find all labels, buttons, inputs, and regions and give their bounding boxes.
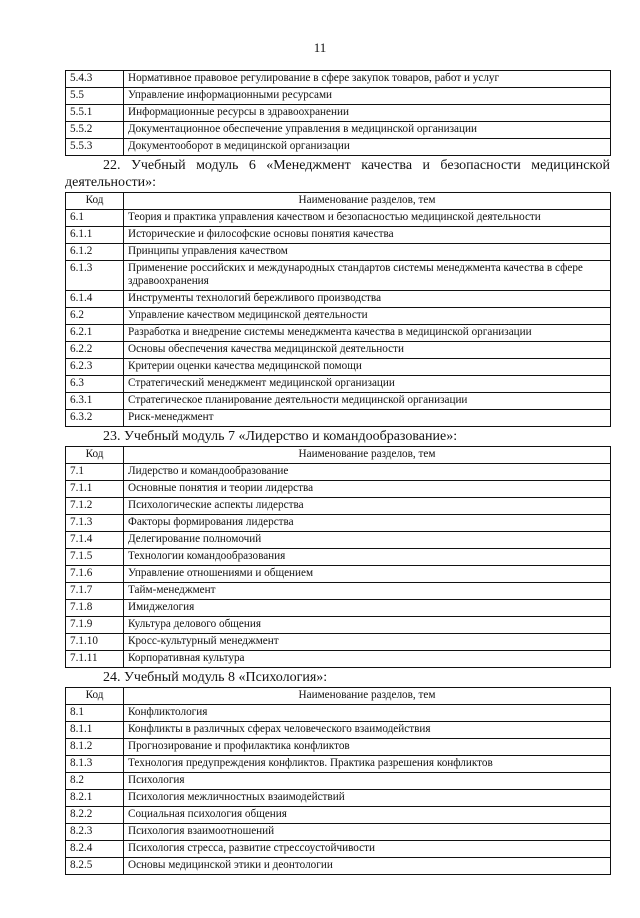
table-row — [66, 376, 611, 393]
row-code: 6.2 — [66, 308, 124, 325]
table-row — [66, 617, 611, 634]
table-header-row — [66, 688, 611, 705]
row-name: Документационное обеспечение управления в медицинской организации — [124, 122, 611, 139]
row-name: Применение российских и международных стандартов системы менеджмента качества в сфере здравоохранения — [124, 261, 611, 291]
document-body — [65, 70, 610, 875]
row-name: Лидерство и командообразование — [124, 464, 611, 481]
row-name: Психология взаимоотношений — [124, 824, 611, 841]
table-row — [66, 498, 611, 515]
table-row — [66, 824, 611, 841]
header-code: Код — [66, 447, 124, 464]
row-code: 7.1.5 — [66, 549, 124, 566]
table-row — [66, 325, 611, 342]
row-name: Основные понятия и теории лидерства — [124, 481, 611, 498]
table-row — [66, 88, 611, 105]
row-name: Теория и практика управления качеством и безопасностью медицинской деятельности — [124, 210, 611, 227]
row-code: 7.1.1 — [66, 481, 124, 498]
header-code: Код — [66, 193, 124, 210]
row-code: 6.3.2 — [66, 410, 124, 427]
row-code: 5.5.3 — [66, 139, 124, 156]
module8-heading: 24. Учебный модуль 8 «Психология»: — [103, 670, 328, 685]
row-name: Основы медицинской этики и деонтологии — [124, 858, 611, 875]
row-name: Управление информационными ресурсами — [124, 88, 611, 105]
table-row — [66, 722, 611, 739]
table-row — [66, 261, 611, 291]
row-code: 6.2.3 — [66, 359, 124, 376]
header-name: Наименование разделов, тем — [124, 447, 611, 464]
row-name: Документооборот в медицинской организации — [124, 139, 611, 156]
table-row — [66, 410, 611, 427]
header-name: Наименование разделов, тем — [124, 193, 611, 210]
row-code: 6.1.1 — [66, 227, 124, 244]
header-code: Код — [66, 688, 124, 705]
table-row — [66, 807, 611, 824]
row-code: 6.2.2 — [66, 342, 124, 359]
table-module8 — [65, 687, 611, 875]
row-code: 7.1.2 — [66, 498, 124, 515]
table-row — [66, 393, 611, 410]
row-code: 7.1.4 — [66, 532, 124, 549]
row-name: Критерии оценки качества медицинской помощи — [124, 359, 611, 376]
row-name: Стратегический менеджмент медицинской организации — [124, 376, 611, 393]
table-row — [66, 481, 611, 498]
row-name: Стратегическое планирование деятельности медицинской организации — [124, 393, 611, 410]
table-row — [66, 71, 611, 88]
table-row — [66, 583, 611, 600]
row-code: 8.2 — [66, 773, 124, 790]
table-row — [66, 773, 611, 790]
row-code: 7.1 — [66, 464, 124, 481]
table-top-continuation — [65, 70, 611, 156]
table-row — [66, 244, 611, 261]
row-name: Психология межличностных взаимодействий — [124, 790, 611, 807]
row-code: 6.2.1 — [66, 325, 124, 342]
table-row — [66, 308, 611, 325]
row-code: 8.2.1 — [66, 790, 124, 807]
table-row — [66, 515, 611, 532]
row-name: Кросс-культурный менеджмент — [124, 634, 611, 651]
row-code: 8.1.2 — [66, 739, 124, 756]
table-row — [66, 841, 611, 858]
row-name: Управление отношениями и общением — [124, 566, 611, 583]
row-name: Инструменты технологий бережливого производства — [124, 291, 611, 308]
row-name: Разработка и внедрение системы менеджмента качества в медицинской организации — [124, 325, 611, 342]
row-name: Психологические аспекты лидерства — [124, 498, 611, 515]
table-row — [66, 139, 611, 156]
row-name: Корпоративная культура — [124, 651, 611, 668]
row-code: 8.2.2 — [66, 807, 124, 824]
table-body — [66, 71, 611, 156]
row-name: Тайм-менеджмент — [124, 583, 611, 600]
table-row — [66, 566, 611, 583]
row-code: 7.1.7 — [66, 583, 124, 600]
row-code: 8.1 — [66, 705, 124, 722]
row-name: Психология стресса, развитие стрессоустойчивости — [124, 841, 611, 858]
row-name: Риск-менеджмент — [124, 410, 611, 427]
row-name: Управление качеством медицинской деятельности — [124, 308, 611, 325]
row-code: 6.1.2 — [66, 244, 124, 261]
table-module7 — [65, 446, 611, 668]
row-code: 6.3.1 — [66, 393, 124, 410]
table-header-row — [66, 193, 611, 210]
table-row — [66, 858, 611, 875]
table-row — [66, 739, 611, 756]
row-code: 8.2.4 — [66, 841, 124, 858]
row-code: 5.5.1 — [66, 105, 124, 122]
row-code: 7.1.10 — [66, 634, 124, 651]
row-name: Нормативное правовое регулирование в сфере закупок товаров, работ и услуг — [124, 71, 611, 88]
row-name: Принципы управления качеством — [124, 244, 611, 261]
row-code: 7.1.6 — [66, 566, 124, 583]
page-number: 11 — [313, 40, 327, 55]
row-name: Делегирование полномочий — [124, 532, 611, 549]
table-row — [66, 549, 611, 566]
module6-heading: 22. Учебный модуль 6 «Менеджмент качества и безопасности медицинской деятельности»: — [65, 158, 610, 190]
table-module6 — [65, 192, 611, 427]
row-code: 8.1.3 — [66, 756, 124, 773]
table-row — [66, 705, 611, 722]
table-row — [66, 651, 611, 668]
row-name: Факторы формирования лидерства — [124, 515, 611, 532]
header-name: Наименование разделов, тем — [124, 688, 611, 705]
table-body — [66, 464, 611, 668]
row-code: 7.1.11 — [66, 651, 124, 668]
table-row — [66, 105, 611, 122]
row-name: Конфликты в различных сферах человеческого взаимодействия — [124, 722, 611, 739]
table-header-row — [66, 447, 611, 464]
row-name: Имиджелогия — [124, 600, 611, 617]
table-body — [66, 705, 611, 875]
row-code: 6.1.3 — [66, 261, 124, 291]
row-name: Социальная психология общения — [124, 807, 611, 824]
table-row — [66, 600, 611, 617]
row-code: 7.1.8 — [66, 600, 124, 617]
row-name: Психология — [124, 773, 611, 790]
row-name: Прогнозирование и профилактика конфликтов — [124, 739, 611, 756]
row-code: 6.1.4 — [66, 291, 124, 308]
row-code: 7.1.9 — [66, 617, 124, 634]
row-code: 8.2.5 — [66, 858, 124, 875]
table-row — [66, 790, 611, 807]
table-row — [66, 122, 611, 139]
table-row — [66, 227, 611, 244]
row-code: 5.5.2 — [66, 122, 124, 139]
table-row — [66, 291, 611, 308]
table-body — [66, 210, 611, 427]
row-code: 6.1 — [66, 210, 124, 227]
row-code: 7.1.3 — [66, 515, 124, 532]
table-row — [66, 342, 611, 359]
row-name: Информационные ресурсы в здравоохранении — [124, 105, 611, 122]
table-row — [66, 532, 611, 549]
table-row — [66, 634, 611, 651]
table-row — [66, 464, 611, 481]
row-name: Технология предупреждения конфликтов. Практика разрешения конфликтов — [124, 756, 611, 773]
row-code: 6.3 — [66, 376, 124, 393]
row-name: Основы обеспечения качества медицинской деятельности — [124, 342, 611, 359]
row-code: 5.5 — [66, 88, 124, 105]
module7-heading: 23. Учебный модуль 7 «Лидерство и командообразование»: — [103, 429, 458, 444]
row-name: Конфликтология — [124, 705, 611, 722]
row-name: Культура делового общения — [124, 617, 611, 634]
table-row — [66, 756, 611, 773]
row-code: 8.2.3 — [66, 824, 124, 841]
row-code: 5.4.3 — [66, 71, 124, 88]
row-code: 8.1.1 — [66, 722, 124, 739]
table-row — [66, 210, 611, 227]
table-row — [66, 359, 611, 376]
row-name: Исторические и философские основы понятия качества — [124, 227, 611, 244]
row-name: Технологии командообразования — [124, 549, 611, 566]
